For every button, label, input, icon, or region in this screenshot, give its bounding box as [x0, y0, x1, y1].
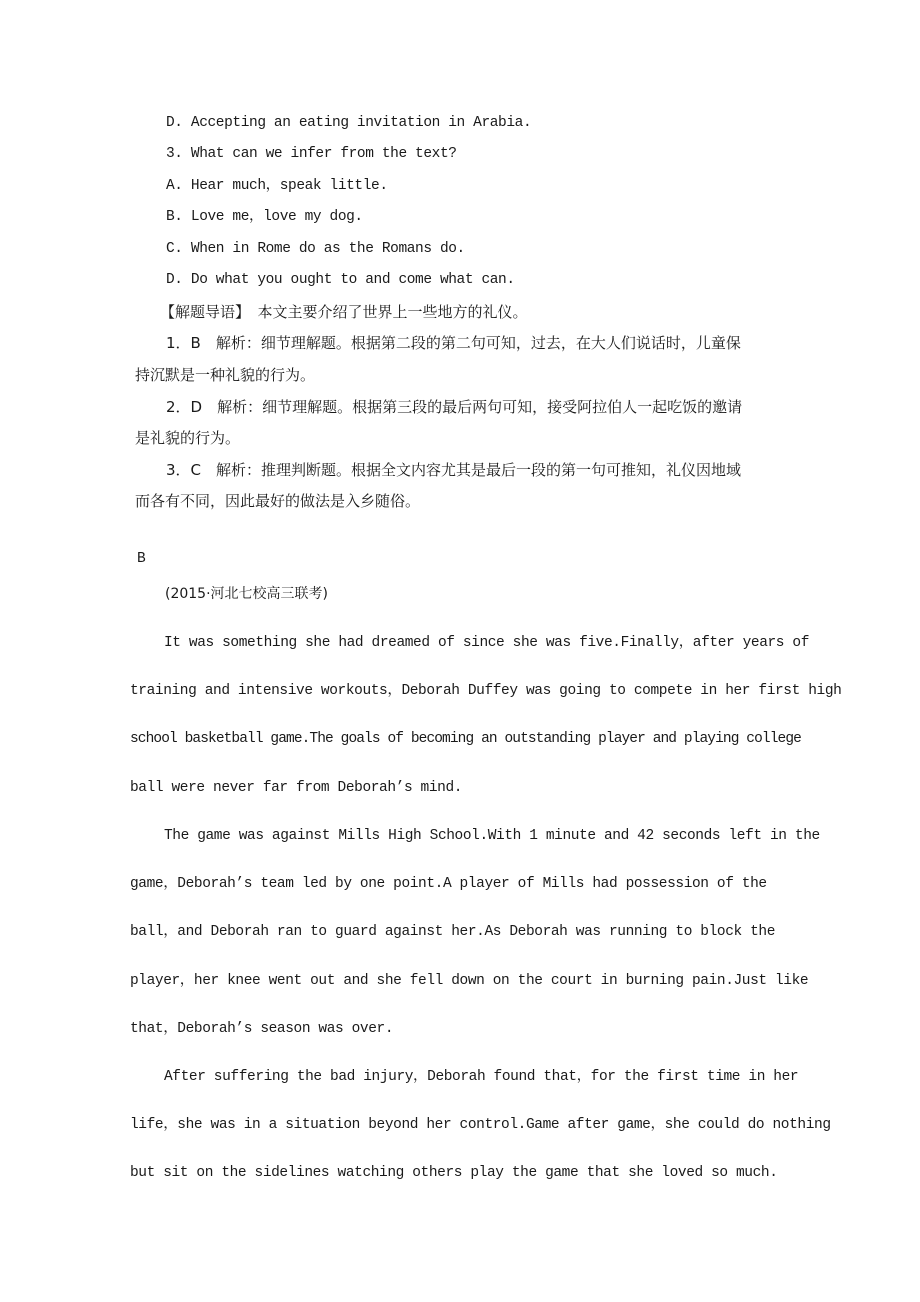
- passage-b-label: B: [137, 551, 146, 567]
- passage-line: that，Deborah’s season was over.: [130, 1021, 394, 1037]
- answer-3-line-2: 而各有不同，因此最好的做法是入乡随俗。: [135, 492, 421, 510]
- answer-2-line-2: 是礼貌的行为。: [135, 429, 241, 447]
- passage-line: After suffering the bad injury，Deborah found that，for the first time in her: [164, 1069, 799, 1085]
- question-3-option-d: D. Do what you ought to and come what can.: [166, 272, 515, 288]
- answer-3-line-1: 3．C 解析：推理判断题。根据全文内容尤其是最后一段的第一句可推知，礼仪因地域: [166, 461, 742, 479]
- passage-line: but sit on the sidelines watching others play the game that she loved so much.: [130, 1165, 778, 1181]
- question-3-option-c: C. When in Rome do as the Romans do.: [166, 241, 465, 257]
- explanation-intro: 【解题导语】 本文主要介绍了世界上一些地方的礼仪。: [160, 303, 528, 321]
- answer-1-line-2: 持沉默是一种礼貌的行为。: [135, 366, 316, 384]
- passage-line: ball，and Deborah ran to guard against her.As Deborah was running to block the: [130, 924, 776, 940]
- answer-2-line-1: 2．D 解析：细节理解题。根据第三段的最后两句可知，接受阿拉伯人一起吃饭的邀请: [166, 398, 743, 416]
- passage-line: ball were never far from Deborah’s mind.: [130, 780, 463, 796]
- question-3-option-b: B. Love me，love my dog.: [166, 209, 363, 225]
- question-2-option-d: D. Accepting an eating invitation in Arabia.: [166, 115, 532, 131]
- passage-line: The game was against Mills High School.With 1 minute and 42 seconds left in the: [164, 828, 820, 844]
- passage-line: school basketball game.The goals of becoming an outstanding player and playing college: [130, 731, 801, 747]
- passage-line: training and intensive workouts，Deborah Duffey was going to compete in her first high: [130, 683, 842, 699]
- answer-1-line-1: 1．B 解析：细节理解题。根据第二段的第二句可知，过去，在大人们说话时，儿童保: [166, 334, 741, 352]
- question-3-stem: 3. What can we infer from the text?: [166, 146, 457, 162]
- passage-line: player，her knee went out and she fell down on the court in burning pain.Just like: [130, 973, 809, 989]
- question-3-option-a: A. Hear much，speak little.: [166, 178, 388, 194]
- passage-line: life，she was in a situation beyond her control.Game after game，she could do nothing: [130, 1117, 831, 1133]
- passage-b-source: (2015·河北七校高三联考): [165, 586, 329, 602]
- passage-line: game，Deborah’s team led by one point.A player of Mills had possession of the: [130, 876, 767, 892]
- passage-line: It was something she had dreamed of since she was five.Finally，after years of: [164, 635, 810, 651]
